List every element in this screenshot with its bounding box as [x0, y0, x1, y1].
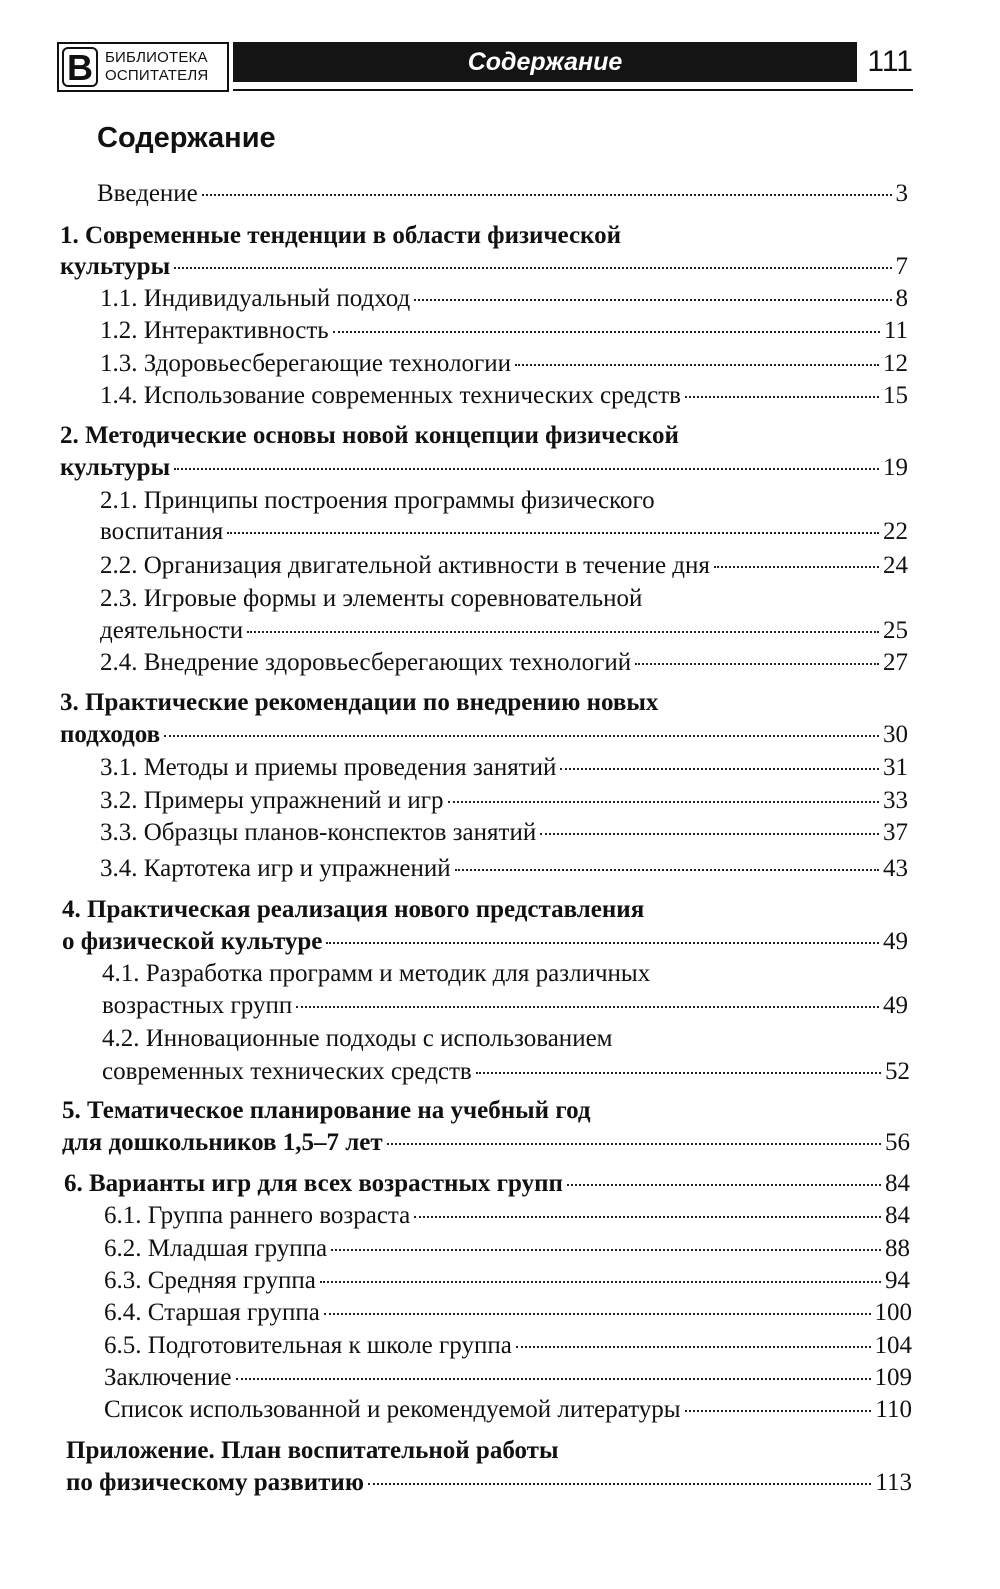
logo-line-2: ОСПИТАТЕЛЯ — [105, 67, 209, 84]
toc-entry-1-1[interactable] — [100, 285, 908, 313]
running-header — [57, 42, 913, 92]
dot-leader — [516, 1346, 871, 1348]
dot-leader — [560, 768, 879, 770]
dot-leader — [635, 663, 879, 665]
toc-entry-page: 110 — [875, 1396, 912, 1423]
toc-entry-page: 43 — [883, 855, 908, 882]
dot-leader — [685, 396, 879, 398]
toc-entry-2-1-line1[interactable]: 2.1. Принципы построения программы физического — [100, 487, 655, 514]
toc-entry-text: 1.2. Интерактивность — [100, 317, 329, 344]
toc-entry-page: 7 — [895, 253, 908, 280]
toc-section-5-heading[interactable]: 5. Тематическое планирование на учебный год — [62, 1097, 591, 1124]
toc-entry-page: 24 — [883, 552, 908, 579]
toc-entry-section-4[interactable] — [62, 928, 908, 956]
toc-entry-6-4[interactable] — [104, 1299, 912, 1327]
toc-entry-text: Заключение — [104, 1364, 232, 1391]
dot-leader — [714, 566, 879, 568]
toc-entry-3-4[interactable] — [100, 855, 908, 883]
toc-entry-2-3-line1[interactable]: 2.3. Игровые формы и элементы соревновательной — [100, 585, 643, 612]
toc-entry-page: 22 — [883, 518, 908, 545]
toc-entry-page: 19 — [883, 454, 908, 481]
toc-entry-2-2[interactable] — [100, 552, 908, 580]
toc-entry-6-2[interactable] — [104, 1235, 910, 1263]
toc-entry-page: 49 — [883, 992, 908, 1019]
toc-entry-page: 25 — [883, 617, 908, 644]
toc-entry-text: 3.1. Методы и приемы проведения занятий — [100, 754, 557, 781]
dot-leader — [174, 267, 891, 269]
dot-leader — [387, 1143, 881, 1145]
header-rule — [233, 89, 913, 91]
toc-entry-text: возрастных групп — [102, 992, 293, 1019]
toc-entry-4-1[interactable] — [102, 992, 908, 1020]
toc-entry-text: 6.5. Подготовительная к школе группа — [104, 1332, 512, 1359]
dot-leader — [227, 532, 879, 534]
toc-entry-section-1[interactable] — [60, 253, 908, 281]
toc-entry-page: 37 — [883, 819, 908, 846]
dot-leader — [320, 1281, 881, 1283]
toc-entry-1-4[interactable] — [100, 382, 908, 410]
dot-leader — [236, 1378, 871, 1380]
toc-entry-page: 100 — [874, 1299, 912, 1326]
running-title: Содержание — [467, 48, 623, 76]
dot-leader — [685, 1410, 872, 1412]
toc-entry-section-3[interactable] — [60, 721, 908, 749]
toc-entry-section-2[interactable] — [60, 454, 908, 482]
toc-entry-conclusion[interactable] — [104, 1364, 912, 1392]
toc-entry-page: 84 — [885, 1202, 910, 1229]
toc-entry-text: о физической культуре — [62, 928, 323, 955]
toc-entry-page: 113 — [875, 1469, 912, 1496]
logo-letter: В — [62, 47, 98, 87]
dot-leader — [296, 1006, 879, 1008]
dot-leader — [331, 1249, 881, 1251]
toc-entry-page: 8 — [895, 285, 908, 312]
logo-line-1: БИБЛИОТЕКА — [105, 49, 208, 66]
toc-entry-text: Введение — [97, 180, 198, 207]
toc-entry-section-6[interactable] — [64, 1170, 910, 1198]
toc-entry-4-1-line1[interactable]: 4.1. Разработка программ и методик для различных — [102, 960, 651, 987]
toc-entry-4-2[interactable] — [102, 1058, 910, 1086]
toc-entry-text: 6.3. Средняя группа — [104, 1267, 316, 1294]
toc-entry-3-1[interactable] — [100, 754, 908, 782]
dot-leader — [202, 194, 892, 196]
toc-entry-1-2[interactable] — [100, 317, 908, 345]
toc-entry-page: 84 — [885, 1170, 910, 1197]
toc-entry-text: 1.3. Здоровьесберегающие технологии — [100, 350, 512, 377]
toc-entry-page: 15 — [883, 382, 908, 409]
toc-entry-text: 1.4. Использование современных технических средств — [100, 382, 681, 409]
toc-entry-text: 1.1. Индивидуальный подход — [100, 285, 411, 312]
dot-leader — [414, 299, 891, 301]
toc-entry-2-3[interactable] — [100, 617, 908, 645]
dot-leader — [515, 364, 879, 366]
toc-entry-text: 3.4. Картотека игр и упражнений — [100, 855, 451, 882]
toc-entry-3-3[interactable] — [100, 819, 908, 847]
toc-entry-page: 52 — [885, 1058, 910, 1085]
toc-entry-page: 33 — [883, 787, 908, 814]
dot-leader — [567, 1184, 881, 1186]
toc-entry-1-3[interactable] — [100, 350, 908, 378]
dot-leader — [174, 468, 879, 470]
toc-entry-text: деятельности — [100, 617, 244, 644]
toc-entry-page: 30 — [883, 721, 908, 748]
toc-entry-page: 56 — [885, 1129, 910, 1156]
toc-entry-text: Список использованной и рекомендуемой литературы — [104, 1396, 681, 1423]
dot-leader — [326, 942, 879, 944]
toc-entry-6-3[interactable] — [104, 1267, 910, 1295]
toc-entry-text: современных технических средств — [102, 1058, 472, 1085]
toc-entry-page: 3 — [895, 180, 908, 207]
toc-entry-page: 94 — [885, 1267, 910, 1294]
toc-entry-2-1[interactable] — [100, 518, 908, 546]
header-bar — [233, 42, 857, 82]
toc-entry-text: 3.2. Примеры упражнений и игр — [100, 787, 444, 814]
toc-entry-4-2-line1[interactable]: 4.2. Инновационные подходы с использованием — [102, 1025, 613, 1052]
toc-entry-page: 12 — [883, 350, 908, 377]
toc-section-3-heading[interactable]: 3. Практические рекомендации по внедрению новых — [60, 689, 659, 716]
dot-leader — [324, 1313, 871, 1315]
toc-entry-text: культуры — [60, 454, 171, 481]
dot-leader — [164, 735, 879, 737]
toc-entry-text: 6.4. Старшая группа — [104, 1299, 320, 1326]
toc-entry-page: 104 — [874, 1332, 912, 1359]
toc-entry-text: по физическому развитию — [66, 1469, 364, 1496]
toc-entry-text: 6. Варианты игр для всех возрастных групп — [64, 1170, 563, 1197]
toc-appendix-heading[interactable]: Приложение. План воспитательной работы — [66, 1437, 559, 1464]
page-title: Содержание — [97, 122, 276, 154]
dot-leader — [476, 1072, 881, 1074]
dot-leader — [368, 1483, 871, 1485]
toc-entry-text: для дошкольников 1,5–7 лет — [62, 1129, 383, 1156]
toc-entry-text: культуры — [60, 253, 171, 280]
toc-entry-3-2[interactable] — [100, 787, 908, 815]
dot-leader — [247, 631, 879, 633]
toc-entry-text: воспитания — [100, 518, 224, 545]
dot-leader — [455, 869, 879, 871]
dot-leader — [540, 833, 879, 835]
toc-entry-page: 31 — [883, 754, 908, 781]
toc-entry-page: 49 — [883, 928, 908, 955]
toc-section-4-heading[interactable]: 4. Практическая реализация нового представления — [62, 896, 645, 923]
toc-entry-6-1[interactable] — [104, 1202, 910, 1230]
toc-entry-literature[interactable] — [104, 1396, 912, 1424]
toc-entry-page: 27 — [883, 649, 908, 676]
page-number: 111 — [867, 45, 913, 78]
dot-leader — [448, 801, 879, 803]
dot-leader — [333, 331, 880, 333]
series-logo — [57, 42, 229, 92]
toc-entry-2-4[interactable] — [100, 649, 908, 677]
toc-entry-text: 6.1. Группа раннего возраста — [104, 1202, 411, 1229]
toc-entry-text: 2.4. Внедрение здоровьесберегающих технологий — [100, 649, 632, 676]
toc-entry-appendix[interactable] — [66, 1469, 912, 1497]
toc-entry-page: 88 — [885, 1235, 910, 1262]
toc-entry-page: 109 — [874, 1364, 912, 1391]
toc-entry-text: подходов — [60, 721, 161, 748]
toc-entry-text: 2.2. Организация двигательной активности в течение дня — [100, 552, 710, 579]
toc-entry-text: 6.2. Младшая группа — [104, 1235, 328, 1262]
toc-entry-intro[interactable] — [97, 180, 908, 208]
dot-leader — [414, 1216, 881, 1218]
toc-entry-6-5[interactable] — [104, 1332, 912, 1360]
toc-entry-page: 11 — [883, 317, 908, 344]
toc-section-2-heading[interactable]: 2. Методические основы новой концепции физической — [60, 422, 679, 449]
toc-section-1-heading[interactable]: 1. Современные тенденции в области физической — [60, 222, 622, 249]
toc-entry-section-5[interactable] — [62, 1129, 910, 1157]
toc-entry-text: 3.3. Образцы планов-конспектов занятий — [100, 819, 537, 846]
